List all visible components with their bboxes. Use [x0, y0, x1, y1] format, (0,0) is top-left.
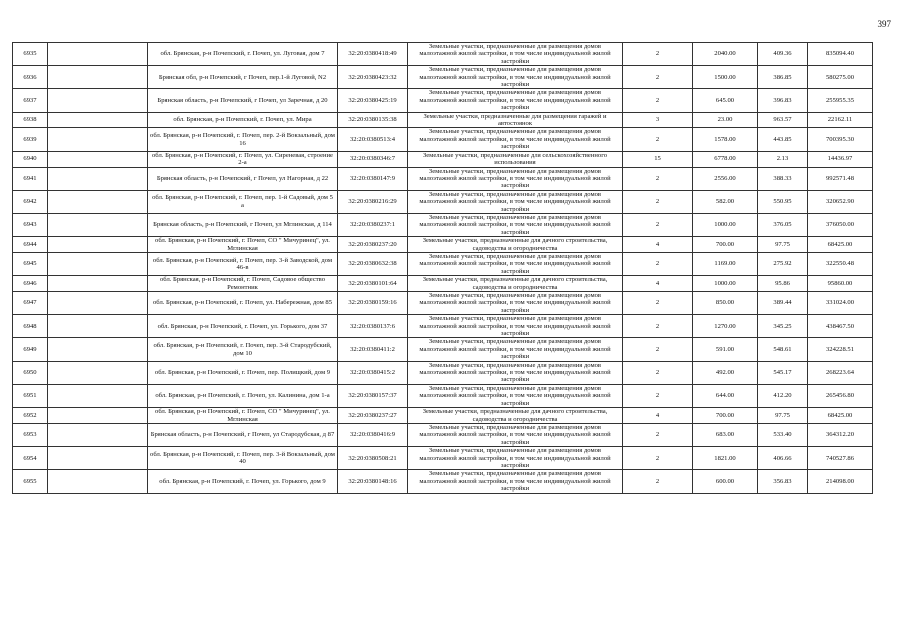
- parcel-address: обл. Брянская, р-н Почепский, г. Почеп, СО " Мичуринец", ул. Мглинская: [148, 408, 338, 424]
- specific-value: 412.20: [758, 384, 808, 407]
- parcel-number: 6954: [13, 447, 48, 470]
- parcel-area: 2040.00: [693, 43, 758, 66]
- parcel-address: обл. Брянская, р-н Почепский, г. Почеп, ул. Горького, дом 37: [148, 315, 338, 338]
- parcel-area: 6778.00: [693, 151, 758, 167]
- permitted-use: Земельные участки, предназначенные для размещения гаражей и автостоянок: [408, 112, 623, 128]
- parcel-address: обл. Брянская, р-н Почепский, г. Почеп, пер. 3-й Вокзальный, дом 40: [148, 447, 338, 470]
- use-group: 2: [623, 89, 693, 112]
- cadastral-value: 580275.00: [808, 66, 873, 89]
- parcel-address: обл. Брянская, р-н Почепский, г. Почеп, пер. 3-й Стародубский, дом 10: [148, 338, 338, 361]
- cadastral-value: 992571.48: [808, 167, 873, 190]
- table-row: [13, 151, 873, 167]
- use-group: 2: [623, 43, 693, 66]
- parcel-area: 1000.00: [693, 276, 758, 292]
- table-row: [13, 112, 873, 128]
- table-row: [13, 447, 873, 470]
- parcel-address: обл. Брянская, р-н Почепский, г. Почеп, ул. Сиреневая, строение 2-а: [148, 151, 338, 167]
- parcel-address: Брянская обл, р-н Почепский, г Почеп, пер.1-й Луговой, N2: [148, 66, 338, 89]
- cadastral-number: 32:20:0380346:7: [338, 151, 408, 167]
- table-row: [13, 66, 873, 89]
- parcel-area: 700.00: [693, 408, 758, 424]
- parcel-number: 6950: [13, 361, 48, 384]
- table-row: [13, 384, 873, 407]
- empty-cell: [48, 276, 148, 292]
- empty-cell: [48, 447, 148, 470]
- cadastral-number: 32:20:0380418:49: [338, 43, 408, 66]
- cadastral-number: 32:20:0380237:20: [338, 237, 408, 253]
- parcel-number: 6948: [13, 315, 48, 338]
- parcel-address: обл. Брянская, р-н Почепский, г. Почеп, пер. Полищкий, дом 9: [148, 361, 338, 384]
- permitted-use: Земельные участки, предназначенные для размещения домов малоэтажной жилой застройки, в том числе индивидуальной жилой застройки: [408, 43, 623, 66]
- parcel-address: обл. Брянская, р-н Почепский, г. Почеп, ул. Набережная, дом 85: [148, 292, 338, 315]
- parcel-address: обл. Брянская, р-н Почепский, г. Почеп, пер. 2-й Вокзальный, дом 16: [148, 128, 338, 151]
- cadastral-number: 32:20:0380101:64: [338, 276, 408, 292]
- specific-value: 386.85: [758, 66, 808, 89]
- cadastral-number: 32:20:0380147:9: [338, 167, 408, 190]
- permitted-use: Земельные участки, предназначенные для размещения домов малоэтажной жилой застройки, в том числе индивидуальной жилой застройки: [408, 89, 623, 112]
- parcel-number: 6947: [13, 292, 48, 315]
- empty-cell: [48, 89, 148, 112]
- table-row: [13, 167, 873, 190]
- permitted-use: Земельные участки, предназначенные для размещения домов малоэтажной жилой застройки, в том числе индивидуальной жилой застройки: [408, 315, 623, 338]
- cadastral-value: 331024.00: [808, 292, 873, 315]
- parcel-address: обл. Брянская, р-н Почепский, г. Почеп, ул. Мира: [148, 112, 338, 128]
- permitted-use: Земельные участки, предназначенные для размещения домов малоэтажной жилой застройки, в том числе индивидуальной жилой застройки: [408, 384, 623, 407]
- parcel-number: 6940: [13, 151, 48, 167]
- permitted-use: Земельные участки, предназначенные для размещения домов малоэтажной жилой застройки, в том числе индивидуальной жилой застройки: [408, 128, 623, 151]
- parcel-area: 1500.00: [693, 66, 758, 89]
- specific-value: 97.75: [758, 408, 808, 424]
- table-row: [13, 315, 873, 338]
- parcel-number: 6946: [13, 276, 48, 292]
- empty-cell: [48, 167, 148, 190]
- parcel-number: 6945: [13, 252, 48, 275]
- parcel-number: 6938: [13, 112, 48, 128]
- parcel-address: Брянская область, р-н Почепский, г Почеп, ул Мглинская, д 114: [148, 213, 338, 236]
- cadastral-number: 32:20:0380423:32: [338, 66, 408, 89]
- page-number: 397: [877, 19, 891, 29]
- permitted-use: Земельные участки, предназначенные для размещения домов малоэтажной жилой застройки, в том числе индивидуальной жилой застройки: [408, 361, 623, 384]
- parcel-address: обл. Брянская, р-н Почепский, г. Почеп, ул. Луговая, дом 7: [148, 43, 338, 66]
- parcel-address: обл. Брянская, р-н Почепский, г. Почеп, пер. 3-й Заводской, дом 46-в: [148, 252, 338, 275]
- use-group: 2: [623, 128, 693, 151]
- permitted-use: Земельные участки, предназначенные для размещения домов малоэтажной жилой застройки, в том числе индивидуальной жилой застройки: [408, 470, 623, 493]
- table-row: [13, 89, 873, 112]
- table-row: [13, 128, 873, 151]
- cadastral-number: 32:20:0380237:1: [338, 213, 408, 236]
- use-group: 2: [623, 423, 693, 446]
- permitted-use: Земельные участки, предназначенные для размещения домов малоэтажной жилой застройки, в том числе индивидуальной жилой застройки: [408, 167, 623, 190]
- parcel-area: 492.00: [693, 361, 758, 384]
- specific-value: 409.36: [758, 43, 808, 66]
- table-row: [13, 338, 873, 361]
- parcel-area: 1578.00: [693, 128, 758, 151]
- cadastral-value: 740527.86: [808, 447, 873, 470]
- permitted-use: Земельные участки, предназначенные для дачного строительства, садоводства и огородничества: [408, 276, 623, 292]
- empty-cell: [48, 190, 148, 213]
- use-group: 2: [623, 384, 693, 407]
- specific-value: 275.92: [758, 252, 808, 275]
- use-group: 3: [623, 112, 693, 128]
- empty-cell: [48, 43, 148, 66]
- parcel-area: 1270.00: [693, 315, 758, 338]
- parcel-address: обл. Брянская, р-н Почепский, г. Почеп, пер. 1-й Садовый, дом 5 а: [148, 190, 338, 213]
- cadastral-value: 320652.90: [808, 190, 873, 213]
- table-row: [13, 423, 873, 446]
- cadastral-number: 32:20:0380632:38: [338, 252, 408, 275]
- parcel-area: 683.00: [693, 423, 758, 446]
- parcel-number: 6951: [13, 384, 48, 407]
- parcel-area: 645.00: [693, 89, 758, 112]
- table-row: [13, 361, 873, 384]
- use-group: 2: [623, 190, 693, 213]
- cadastral-number: 32:20:0380135:38: [338, 112, 408, 128]
- specific-value: 356.83: [758, 470, 808, 493]
- cadastral-number: 32:20:0380216:29: [338, 190, 408, 213]
- use-group: 2: [623, 292, 693, 315]
- parcel-area: 2556.00: [693, 167, 758, 190]
- parcel-number: 6953: [13, 423, 48, 446]
- cadastral-value-table: [12, 42, 873, 494]
- parcel-area: 850.00: [693, 292, 758, 315]
- use-group: 2: [623, 213, 693, 236]
- cadastral-value: 268223.64: [808, 361, 873, 384]
- use-group: 2: [623, 361, 693, 384]
- specific-value: 406.66: [758, 447, 808, 470]
- specific-value: 2.13: [758, 151, 808, 167]
- parcel-area: 644.00: [693, 384, 758, 407]
- cadastral-number: 32:20:0380416:9: [338, 423, 408, 446]
- table-row: [13, 190, 873, 213]
- use-group: 2: [623, 315, 693, 338]
- cadastral-value: 214098.00: [808, 470, 873, 493]
- specific-value: 963.57: [758, 112, 808, 128]
- table-row: [13, 276, 873, 292]
- use-group: 4: [623, 237, 693, 253]
- parcel-address: Брянская область, р-н Почепский, г Почеп, ул Стародубская, д 87: [148, 423, 338, 446]
- empty-cell: [48, 66, 148, 89]
- cadastral-number: 32:20:0380508:21: [338, 447, 408, 470]
- cadastral-value: 22162.11: [808, 112, 873, 128]
- empty-cell: [48, 151, 148, 167]
- parcel-number: 6941: [13, 167, 48, 190]
- empty-cell: [48, 237, 148, 253]
- table-body: [13, 43, 873, 494]
- cadastral-value: 324228.51: [808, 338, 873, 361]
- permitted-use: Земельные участки, предназначенные для дачного строительства, садоводства и огородничества: [408, 408, 623, 424]
- table-row: [13, 237, 873, 253]
- empty-cell: [48, 470, 148, 493]
- specific-value: 376.05: [758, 213, 808, 236]
- empty-cell: [48, 213, 148, 236]
- specific-value: 345.25: [758, 315, 808, 338]
- cadastral-value: 255955.35: [808, 89, 873, 112]
- empty-cell: [48, 338, 148, 361]
- cadastral-number: 32:20:0380137:6: [338, 315, 408, 338]
- empty-cell: [48, 361, 148, 384]
- parcel-number: 6939: [13, 128, 48, 151]
- cadastral-value: 14436.97: [808, 151, 873, 167]
- specific-value: 396.83: [758, 89, 808, 112]
- cadastral-number: 32:20:0380148:16: [338, 470, 408, 493]
- specific-value: 443.85: [758, 128, 808, 151]
- specific-value: 388.33: [758, 167, 808, 190]
- cadastral-value: 835094.40: [808, 43, 873, 66]
- specific-value: 545.17: [758, 361, 808, 384]
- parcel-area: 591.00: [693, 338, 758, 361]
- use-group: 2: [623, 66, 693, 89]
- use-group: 15: [623, 151, 693, 167]
- empty-cell: [48, 112, 148, 128]
- parcel-number: 6955: [13, 470, 48, 493]
- empty-cell: [48, 423, 148, 446]
- parcel-address: обл. Брянская, р-н Почепский, г. Почеп, ул. Горького, дом 9: [148, 470, 338, 493]
- permitted-use: Земельные участки, предназначенные для размещения домов малоэтажной жилой застройки, в том числе индивидуальной жилой застройки: [408, 447, 623, 470]
- table-row: [13, 252, 873, 275]
- table-row: [13, 408, 873, 424]
- table-row: [13, 292, 873, 315]
- specific-value: 389.44: [758, 292, 808, 315]
- use-group: 2: [623, 338, 693, 361]
- empty-cell: [48, 292, 148, 315]
- cadastral-value: 95860.00: [808, 276, 873, 292]
- cadastral-number: 32:20:0380411:2: [338, 338, 408, 361]
- permitted-use: Земельные участки, предназначенные для размещения домов малоэтажной жилой застройки, в том числе индивидуальной жилой застройки: [408, 252, 623, 275]
- specific-value: 97.75: [758, 237, 808, 253]
- parcel-address: Брянская область, р-н Почепский, г Почеп, ул Заречная, д 20: [148, 89, 338, 112]
- permitted-use: Земельные участки, предназначенные для размещения домов малоэтажной жилой застройки, в том числе индивидуальной жилой застройки: [408, 292, 623, 315]
- parcel-area: 1821.00: [693, 447, 758, 470]
- permitted-use: Земельные участки, предназначенные для размещения домов малоэтажной жилой застройки, в том числе индивидуальной жилой застройки: [408, 190, 623, 213]
- specific-value: 548.61: [758, 338, 808, 361]
- empty-cell: [48, 384, 148, 407]
- table-row: [13, 213, 873, 236]
- cadastral-value: 68425.00: [808, 408, 873, 424]
- empty-cell: [48, 252, 148, 275]
- parcel-area: 1169.00: [693, 252, 758, 275]
- cadastral-value: 700395.30: [808, 128, 873, 151]
- empty-cell: [48, 408, 148, 424]
- empty-cell: [48, 315, 148, 338]
- cadastral-number: 32:20:0380159:16: [338, 292, 408, 315]
- permitted-use: Земельные участки, предназначенные для размещения домов малоэтажной жилой застройки, в том числе индивидуальной жилой застройки: [408, 338, 623, 361]
- permitted-use: Земельные участки, предназначенные для размещения домов малоэтажной жилой застройки, в том числе индивидуальной жилой застройки: [408, 213, 623, 236]
- specific-value: 95.86: [758, 276, 808, 292]
- cadastral-number: 32:20:0380157:37: [338, 384, 408, 407]
- cadastral-value: 68425.00: [808, 237, 873, 253]
- specific-value: 550.95: [758, 190, 808, 213]
- parcel-number: 6944: [13, 237, 48, 253]
- cadastral-number: 32:20:0380237:27: [338, 408, 408, 424]
- cadastral-value: 322550.48: [808, 252, 873, 275]
- use-group: 2: [623, 252, 693, 275]
- cadastral-value: 376050.00: [808, 213, 873, 236]
- use-group: 4: [623, 408, 693, 424]
- cadastral-number: 32:20:0380425:19: [338, 89, 408, 112]
- empty-cell: [48, 128, 148, 151]
- parcel-number: 6942: [13, 190, 48, 213]
- use-group: 2: [623, 470, 693, 493]
- parcel-area: 700.00: [693, 237, 758, 253]
- parcel-address: обл. Брянская, р-н Почепский, г. Почеп, Садовое общество Ремонтник: [148, 276, 338, 292]
- parcel-number: 6935: [13, 43, 48, 66]
- parcel-address: Брянская область, р-н Почепский, г Почеп, ул Нагорная, д 22: [148, 167, 338, 190]
- table-row: [13, 470, 873, 493]
- cadastral-number: 32:20:0380415:2: [338, 361, 408, 384]
- parcel-area: 600.00: [693, 470, 758, 493]
- parcel-area: 23.00: [693, 112, 758, 128]
- use-group: 2: [623, 167, 693, 190]
- parcel-number: 6949: [13, 338, 48, 361]
- table-row: [13, 43, 873, 66]
- parcel-number: 6952: [13, 408, 48, 424]
- parcel-number: 6943: [13, 213, 48, 236]
- parcel-number: 6936: [13, 66, 48, 89]
- specific-value: 533.40: [758, 423, 808, 446]
- parcel-address: обл. Брянская, р-н Почепский, г. Почеп, ул. Калинина, дом 1-а: [148, 384, 338, 407]
- parcel-area: 582.00: [693, 190, 758, 213]
- cadastral-value: 438467.50: [808, 315, 873, 338]
- parcel-number: 6937: [13, 89, 48, 112]
- permitted-use: Земельные участки, предназначенные для сельскохозяйственного использования: [408, 151, 623, 167]
- permitted-use: Земельные участки, предназначенные для дачного строительства, садоводства и огородничества: [408, 237, 623, 253]
- use-group: 2: [623, 447, 693, 470]
- permitted-use: Земельные участки, предназначенные для размещения домов малоэтажной жилой застройки, в том числе индивидуальной жилой застройки: [408, 423, 623, 446]
- cadastral-number: 32:20:0380513:4: [338, 128, 408, 151]
- use-group: 4: [623, 276, 693, 292]
- cadastral-value: 265456.80: [808, 384, 873, 407]
- parcel-area: 1000.00: [693, 213, 758, 236]
- cadastral-value: 364312.20: [808, 423, 873, 446]
- permitted-use: Земельные участки, предназначенные для размещения домов малоэтажной жилой застройки, в том числе индивидуальной жилой застройки: [408, 66, 623, 89]
- parcel-address: обл. Брянская, р-н Почепский, г. Почеп, СО " Мичуринец", ул. Мглинская: [148, 237, 338, 253]
